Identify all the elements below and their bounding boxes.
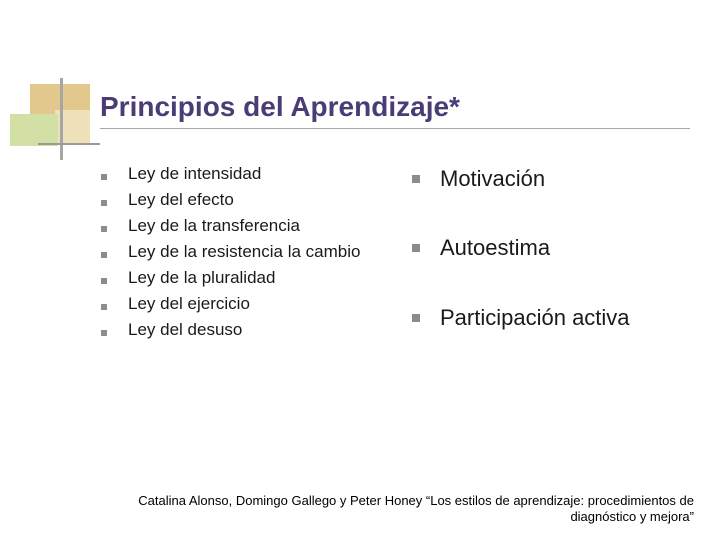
square-bullet-icon [101,252,107,258]
decor-vertical-line [60,78,63,160]
right-list-item-participacion [412,305,630,331]
right-list-item-label: Motivación [440,166,546,191]
square-bullet-icon [412,175,420,183]
list-item [96,189,366,211]
slide-title: Principios del Aprendizaje* [100,91,460,122]
right-list-item-label: Participación activa [440,305,630,330]
list-item-label: Ley del desuso [128,320,243,339]
citation-footnote: Catalina Alonso, Domingo Gallego y Peter Honey “Los estilos de aprendizaje: procedimientos de diagnóstico y mejora” [138,493,694,524]
title-rule [100,128,690,129]
list-item [96,319,366,341]
square-bullet-icon [101,278,107,284]
square-bullet-icon [101,226,107,232]
list-item-label: Ley de intensidad [128,164,262,183]
list-item-label: Ley del efecto [128,190,234,209]
decor-horizontal-line [38,143,100,145]
right-list-item-motivacion [412,166,545,192]
square-bullet-icon [101,304,107,310]
square-bullet-icon [412,244,420,252]
list-item-label: Ley de la pluralidad [128,268,276,287]
list-item-label: Ley de la resistencia la cambio [128,242,361,261]
list-item [96,163,366,185]
list-item-label: Ley de la transferencia [128,216,300,235]
principles-list [96,163,366,345]
right-list-item-autoestima [412,235,550,261]
list-item-label: Ley del ejercicio [128,294,250,313]
square-bullet-icon [101,200,107,206]
decor-square-green [10,114,58,146]
right-list-item-label: Autoestima [440,235,551,260]
square-bullet-icon [101,330,107,336]
list-item [96,267,366,289]
square-bullet-icon [412,314,420,322]
square-bullet-icon [101,174,107,180]
list-item [96,215,366,237]
list-item [96,241,366,263]
list-item [96,293,366,315]
